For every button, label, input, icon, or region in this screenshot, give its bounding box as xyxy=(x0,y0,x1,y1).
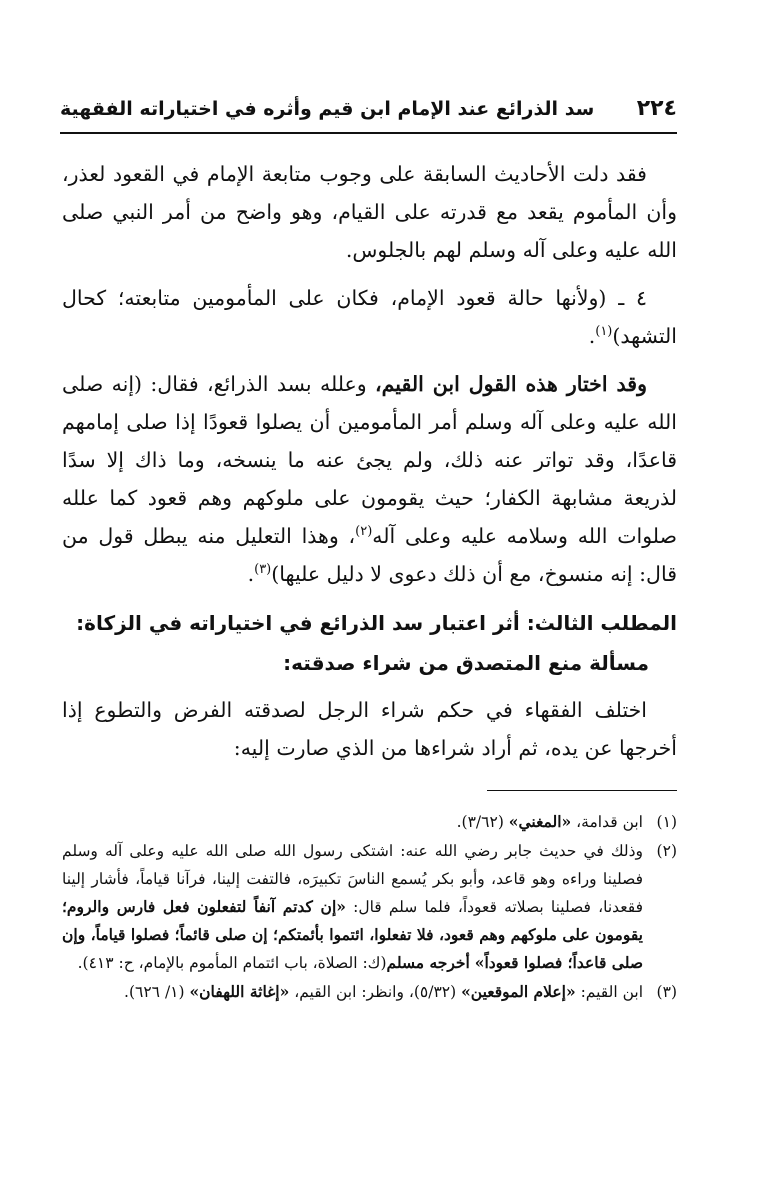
paragraph-4: اختلف الفقهاء في حكم شراء الرجل لصدقته الفرض والتطوع إذا أخرجها عن يده، ثم أراد شراءها من الذي صارت إليه: xyxy=(62,698,677,760)
footnotes xyxy=(62,808,677,1007)
footnote-2-source: أخرجه مسلم xyxy=(386,953,470,972)
footnote-1-author: ابن قدامة، xyxy=(571,813,643,831)
running-title: سد الذرائع عند الإمام ابن قيم وأثره في اختياراته الفقهية xyxy=(60,98,595,120)
footnote-number: (١) xyxy=(656,813,677,831)
paragraph-1: فقد دلت الأحاديث السابقة على وجوب متابعة الإمام في القعود لعذر، وأن المأموم يقعد مع قدرته على القيام، وهو واضح من أمر النبي صلى الله عليه وعلى آله وسلم لهم بالجلوس. xyxy=(62,162,677,262)
footnote-text xyxy=(62,837,643,977)
footnote-ref-2: (٢) xyxy=(355,524,373,540)
footnote-ref-1: (١) xyxy=(595,324,613,340)
footnote-1-book: «المغني» xyxy=(508,812,572,831)
footnote-3-author: ابن القيم: xyxy=(575,983,643,1001)
footnote-divider xyxy=(487,790,677,791)
footnote-2-ref: (ك: الصلاة، باب ائتمام المأموم بالإمام، ح: ٤١٣). xyxy=(77,954,387,972)
header-rule xyxy=(60,132,677,134)
subsection-heading: مسألة منع المتصدق من شراء صدقته: xyxy=(283,651,649,675)
footnote-3-ref-1: (٥/٣٢)، وانظر: ابن القيم، xyxy=(289,983,462,1001)
paragraph-2-text: ٤ ـ (ولأنها حالة قعود الإمام، فكان على المأمومين متابعته؛ كحال التشهد) xyxy=(62,286,677,348)
section-heading: المطلب الثالث: أثر اعتبار سد الذرائع في اختياراته في الزكاة: xyxy=(76,611,677,635)
paragraph-3 xyxy=(62,365,677,593)
footnote-text xyxy=(62,978,643,1006)
paragraph-3-text: وعلله بسد الذرائع، فقال: (إنه صلى الله عليه وعلى آله وسلم أمر المأمومين أن يصلوا قعودًا إذا صلى إمامهم قاعدًا، وقد تواتر عنه ذلك، ولم يجئ عنه ما ينسخه، وما ذاك إلا سدًا لذريعة مشابهة الكفار؛ حيث يقومون على ملوكهم وهم قعود كما علله صلوات الله وسلامه عليه وعلى آله xyxy=(62,372,677,548)
footnote-2-text: وذلك في حديث جابر رضي الله عنه: اشتكى رسول الله صلى الله عليه وعلى آله وسلم فصلينا وراءه وهو قاعد، وأبو بكر يُسمع الناسَ تكبيرَه، فالتفت إلينا، فرآنا قياماً، فأشار إلينا فقعدنا، فصلينا بصلاته قعوداً، فلما سلم قال: xyxy=(62,842,643,916)
footnote-2-hadith: «إن كدتم آنفاً لتفعلون فعل فارس والروم؛ يقومون على ملوكهم وهم قعود، فلا تفعلوا، ائتموا بأئمتكم؛ إن صلى قائماً؛ فصلوا قياماً، وإن صلى قاعداً؛ فصلوا قعوداً» xyxy=(62,897,643,972)
footnote-number: (٣) xyxy=(656,983,677,1001)
footnote-3-ref-2: (١/ ٦٢٦). xyxy=(124,983,190,1001)
main-text xyxy=(62,155,677,777)
paragraph-3-lead: وقد اختار هذه القول ابن القيم، xyxy=(375,372,647,396)
page-number: ٢٢٤ xyxy=(636,96,677,121)
page-header xyxy=(60,92,677,136)
footnote-3-book-2: «إغاثة اللهفان» xyxy=(189,982,290,1001)
footnote-3 xyxy=(62,978,677,1006)
footnote-ref-3: (٣) xyxy=(254,562,272,578)
footnote-2 xyxy=(62,837,677,977)
footnote-1 xyxy=(62,808,677,836)
footnote-3-book-1: «إعلام الموقعين» xyxy=(461,982,576,1001)
footnote-1-ref: (٣/٦٢). xyxy=(456,813,509,831)
paragraph-2 xyxy=(62,279,677,355)
paragraph-3-text-2: ، وهذا التعليل منه يبطل قول من قال: إنه منسوخ، مع أن ذلك دعوى لا دليل عليها) xyxy=(62,524,677,586)
footnote-text xyxy=(62,808,643,836)
paragraph-3-end: . xyxy=(247,562,255,586)
paragraph-2-end: . xyxy=(588,324,596,348)
footnote-number: (٢) xyxy=(656,842,677,860)
